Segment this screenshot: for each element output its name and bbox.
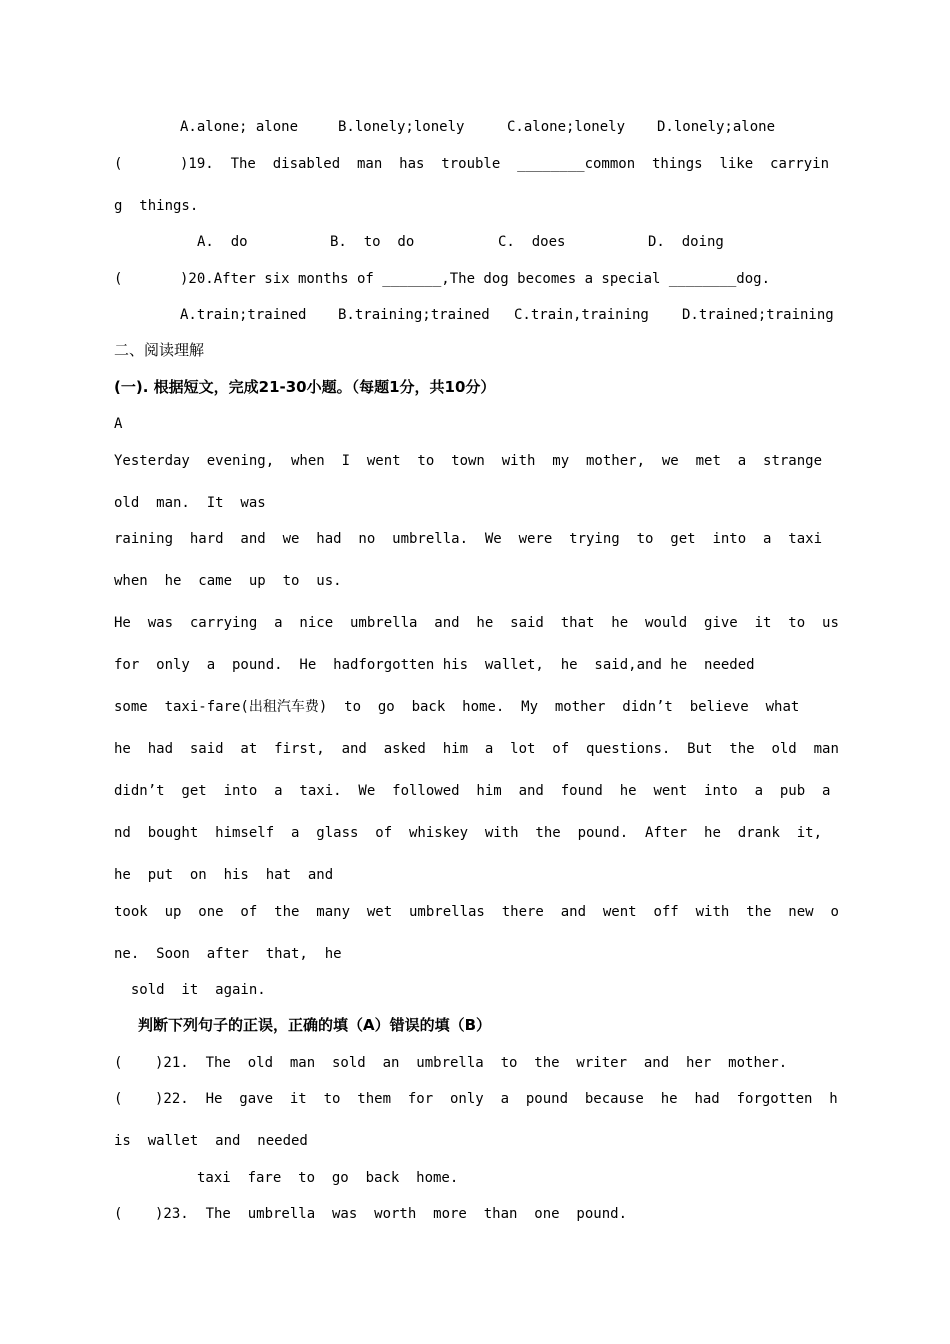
passage-line: nd bought himself a glass of whiskey with the pound. After he drank it,: [114, 825, 823, 841]
q18-option-b: B.lonely;lonely: [338, 119, 465, 135]
passage-line: raining hard and we had no umbrella. We were trying to get into a taxi: [114, 531, 823, 547]
q22-statement-cont: taxi fare to go back home.: [197, 1170, 459, 1186]
q21-statement: )21. The old man sold an umbrella to the writer and her mother.: [155, 1055, 788, 1071]
passage-line: old man. It was: [114, 495, 266, 511]
q22-statement-cont: is wallet and needed: [114, 1133, 308, 1149]
passage-line: some taxi-fare(出租汽车费) to go back home. My mother didn’t believe what: [114, 699, 800, 715]
passage-line: he put on his hat and: [114, 867, 334, 883]
section-heading: 二、阅读理解: [114, 341, 205, 359]
q23-statement: )23. The umbrella was worth more than one pound.: [155, 1206, 628, 1222]
passage-label: A: [114, 416, 123, 432]
q20-option-a: A.train;trained: [180, 307, 307, 323]
true-false-instruction: 判断下列句子的正误，正确的填（A）错误的填（B）: [138, 1016, 492, 1034]
q20-option-d: D.trained;training: [682, 307, 834, 323]
passage-line: Yesterday evening, when I went to town with my mother, we met a strange: [114, 453, 823, 469]
q19-option-a: A. do: [197, 234, 248, 250]
passage-line: he had said at first, and asked him a lot of questions. But the old man: [114, 741, 839, 757]
q18-option-c: C.alone;lonely: [507, 119, 626, 135]
q18-option-a: A.alone; alone: [180, 119, 299, 135]
q20-options: [0, 306, 950, 414]
passage-line: took up one of the many wet umbrellas there and went off with the new o: [114, 904, 839, 920]
q20-answer-paren: (: [114, 271, 123, 287]
q19-question-line2: g things.: [114, 198, 199, 214]
q23-answer-paren: (: [114, 1206, 123, 1222]
q19-answer-paren: (: [114, 156, 123, 172]
passage-line: for only a pound. He hadforgotten his wallet, he said,and he needed: [114, 657, 755, 673]
passage-line: when he came up to us.: [114, 573, 342, 589]
passage-line: He was carrying a nice umbrella and he said that he would give it to us: [114, 615, 839, 631]
q22-statement: )22. He gave it to them for only a pound because he had forgotten h: [155, 1091, 838, 1107]
q20-option-b: B.training;trained: [338, 307, 490, 323]
q19-option-d: D. doing: [648, 234, 724, 250]
q21-answer-paren: (: [114, 1055, 123, 1071]
q18-option-d: D.lonely;alone: [657, 119, 776, 135]
q20-question-line1: )20.After six months of _______,The dog becomes a special ________dog.: [180, 271, 771, 287]
q19-option-c: C. does: [498, 234, 566, 250]
q19-option-b: B. to do: [330, 234, 415, 250]
q22-answer-paren: (: [114, 1091, 123, 1107]
passage-line: didn’t get into a taxi. We followed him and found he went into a pub a: [114, 783, 831, 799]
q20-option-c: C.train,training: [514, 307, 649, 323]
passage-line: ne. Soon after that, he: [114, 946, 342, 962]
q19-question-line1: )19. The disabled man has trouble ________common things like carryin: [180, 156, 830, 172]
passage-line: sold it again.: [114, 982, 266, 998]
part1-title: (一). 根据短文，完成21-30小题。（每题1分，共10分）: [114, 378, 496, 396]
